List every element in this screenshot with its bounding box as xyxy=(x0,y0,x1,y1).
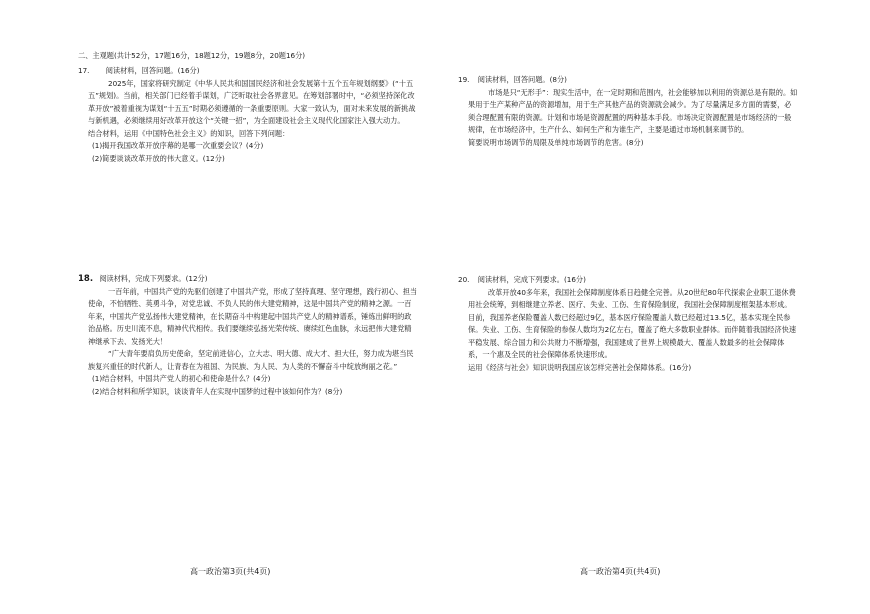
q17-sub1: (1)揭开我国改革开放序幕的是哪一次重要会议？(4分) xyxy=(92,141,264,150)
q19-number: 19. xyxy=(458,75,470,84)
q18-head xyxy=(78,273,418,286)
q18-heading: 阅读材料，完成下列要求。(12分) xyxy=(99,274,208,283)
question-20 xyxy=(458,274,798,374)
q20-task: 运用《经济与社会》知识说明我国应该怎样完善社会保障体系。(16分) xyxy=(468,362,692,372)
footer-page-left: 高一政治第3页(共4页) xyxy=(190,567,271,576)
q19-head xyxy=(458,74,798,87)
q17-heading: 阅读材料，回答问题。(16分) xyxy=(105,66,200,75)
q17-sub2: (2)简要谈谈改革开放的伟大意义。(12分) xyxy=(92,153,225,163)
q18-material-1: 一百年前，中国共产党的先驱们创建了中国共产党，形成了坚持真理、坚守理想，践行初心、担当使命，不怕牺牲、英勇斗争，对党忠诚、不负人民的伟大建党精神，这是中国共产党的精神之源。一百年来，中国共产党弘扬伟大建党精神，在长期奋斗中构建起中国共产党人的精神谱系，锤炼出鲜明的政治品格。历史川流不息，精神代代相传。我们要继续弘扬光荣传统、赓续红色血脉，永远把伟大建党精神继承下去、发扬光大！ xyxy=(88,286,418,346)
q19-heading: 阅读材料，回答问题。(8分) xyxy=(477,75,567,84)
question-17 xyxy=(78,65,418,165)
q18-number: 18. xyxy=(78,274,94,284)
q17-head xyxy=(78,65,418,78)
q20-heading: 阅读材料，完成下列要求。(16分) xyxy=(477,275,586,284)
q17-number: 17. xyxy=(78,66,90,75)
q18-sub1: (1)结合材料，中国共产党人的初心和使命是什么？(4分) xyxy=(92,374,271,383)
q19-task: 简要说明市场调节的局限及单纯市场调节的危害。(8分) xyxy=(468,137,644,147)
q17-material: 2025年，国家将研究制定《中华人民共和国国民经济和社会发展第十五个五年规划纲要》(“十五五”规划)。当前，相关部门已经着手谋划，广泛听取社会各界意见。在筹划部署时中，“必须坚持深化改革开放”被着重视为谋划“十五五”时期必须遵循的一条重要原则。大家一致认为，面对未来发展的新挑战与新机遇，必须继续用好改革开放这个“关键一招”，为全面建设社会主义现代化国家注入强大动力。 xyxy=(88,78,416,125)
q20-material: 改革开放40多年来，我国社会保障制度体系日趋健全完善。从20世纪80年代探索企业职工退休费用社会统筹，到相继建立养老、医疗、失业、工伤、生育保险制度，我国社会保障制度框架基本形成。目前，我国养老保险覆盖人数已经超过9亿，基本医疗保险覆盖人数已经超过13.5亿，基本实现全民参保。失业、工伤、生育保险的参保人数均为2亿左右，覆盖了绝大多数职业群体。而伴随着我国经济快速平稳发展、综合国力和公共财力不断增强，我国建成了世界上规模最大、覆盖人数最多的社会保障体系，一个惠及全民的社会保障体系快速形成。 xyxy=(468,287,797,359)
q20-head xyxy=(458,274,798,287)
q18-sub2: (2)结合材料和所学知识，谈谈青年人在实现中国梦的过程中该如何作为？(8分) xyxy=(92,386,343,396)
section-title: 二、主观题(共计52分，17题16分，18题12分，19题8分，20题16分) xyxy=(78,51,306,60)
q17-task: 结合材料，运用《中国特色社会主义》的知识，回答下列问题： xyxy=(88,128,290,138)
q20-number: 20. xyxy=(458,275,470,284)
question-19 xyxy=(458,74,798,149)
q19-material: 市场是只“无形手”：现实生活中，在一定时期和范围内，社会能够加以利用的资源总是有限的。如果用于生产某种产品的资源增加，用于生产其他产品的资源就会减少。为了尽量满足多方面的需要，必须合理配置有限的资源。计划和市场是资源配置的两种基本手段。市场决定资源配置是市场经济的一般规律，在市场经济中，生产什么、如何生产和为谁生产，主要是通过市场机制来调节的。 xyxy=(468,87,798,134)
footer-page-right: 高一政治第4页(共4页) xyxy=(580,567,661,576)
question-18 xyxy=(78,273,418,398)
q18-material-2: “广大青年要肩负历史使命，坚定前进信心，立大志、明大德、成大才、担大任，努力成为堪当民族复兴重任的时代新人，让青春在为祖国、为民族、为人民、为人类的不懈奋斗中绽放绚丽之花。” xyxy=(88,349,414,371)
